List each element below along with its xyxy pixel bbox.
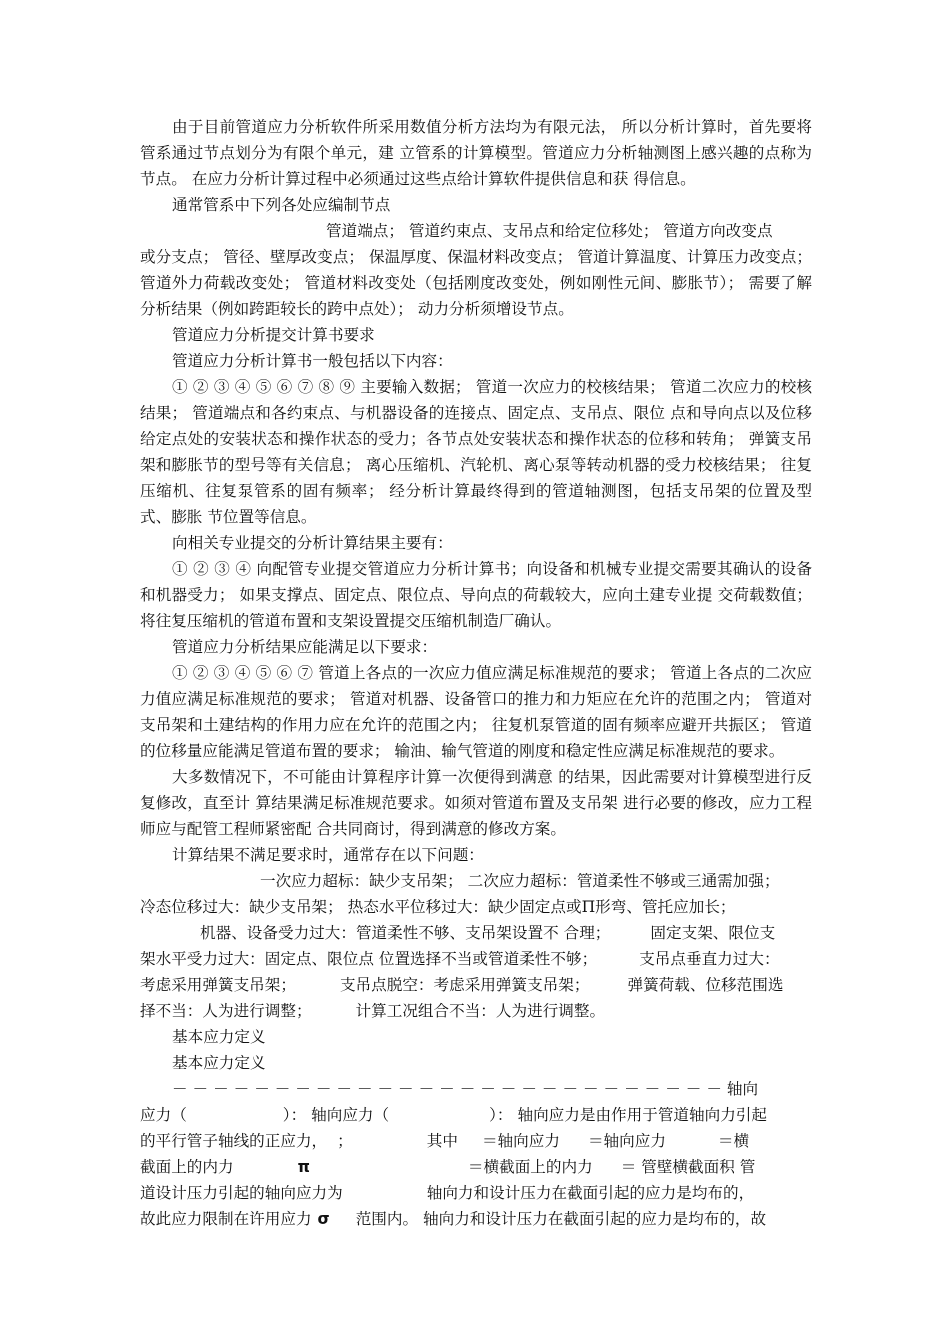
formula-3-d: ＝ 管壁横截面积 管 xyxy=(620,1158,756,1176)
problems-line-1: 一次应力超标：缺少支吊架； 二次应力超标：管道柔性不够或三通需加强； xyxy=(260,872,780,890)
heading-basic-stress-1: 基本应力定义 xyxy=(172,1028,266,1046)
formula-2-a: 的平行管子轴线的正应力， xyxy=(140,1132,328,1150)
formula-1-a: 应力（ xyxy=(140,1106,187,1124)
heading-basic-stress-2: 基本应力定义 xyxy=(172,1054,266,1072)
formula-2-e: ＝轴向应力 xyxy=(587,1132,666,1150)
heading-node-locations: 通常管系中下列各处应编制节点 xyxy=(172,196,391,214)
formula-2-c: 其中 xyxy=(426,1132,458,1150)
document-body xyxy=(140,114,812,1232)
paragraph-report-contents: ① ② ③ ④ ⑤ ⑥ ⑦ ⑧ ⑨ 主要输入数据； 管道一次应力的校核结果； 管道二次应力的校核结果； 管道端点和各约束点、与机器设备的连接点、固定点、支吊点、限位 点和导向点以及位移给定点处的安装状态和操作状态的受力；各节点处安装状态和操作状态的位移和转角； 弹簧支吊架和膨胀节的型号等有关信息； 离心压缩机、汽轮机、离心泵等转动机器的受力校核结果； 往复压缩机、往复泵管系的固有频率； 经分析计算最终得到的管道轴测图，包括支吊架的位置及型式、膨胀 节位置等信息。 xyxy=(140,378,812,526)
problems-line-3-a: 机器、设备受力过大：管道柔性不够、支吊架设置不 合理； xyxy=(200,924,611,942)
formula-line-4 xyxy=(140,1180,812,1206)
problems-line-6-a: 择不当：人为进行调整； xyxy=(140,1002,312,1020)
dash-separator-line xyxy=(140,1076,812,1102)
paragraph-node-intro: 由于目前管道应力分析软件所采用数值分析方法均为有限元法， 所以分析计算时，首先要将管系通过节点划分为有限个单元，建 立管系的计算模型。管道应力分析轴测图上感兴趣的点称为节点。 在应力分析计算过程中必须通过这些点给计算软件提供信息和获 得信息。 xyxy=(140,118,812,188)
paragraph-submitted-results: ① ② ③ ④ 向配管专业提交管道应力分析计算书；向设备和机械专业提交需要其确认的设备和机器受力； 如果支撑点、固定点、限位点、导向点的荷载较大，应向土建专业提 交荷载数值； 将往复压缩机的管道布置和支架设置提交压缩机制造厂确认。 xyxy=(140,560,812,630)
formula-line-1 xyxy=(140,1102,812,1128)
node-list-paragraph: 或分支点； 管径、壁厚改变点； 保温厚度、保温材料改变点； 管道计算温度、计算压力改变点； 管道外力荷载改变处； 管道材料改变处（包括刚度改变处，例如刚性元间、膨胀节）； 需要了解分析结果（例如跨距较长的跨中点处）； 动力分析须增设节点。 xyxy=(140,248,812,318)
heading-result-requirements: 管道应力分析结果应能满足以下要求： xyxy=(172,638,438,656)
formula-1-b: ）： 轴向应力（ xyxy=(282,1106,390,1124)
problems-line-4-b: 支吊点垂直力过大： xyxy=(639,950,780,968)
formula-4-a: 道设计压力引起的轴向应力为 xyxy=(140,1184,343,1202)
problems-line-6-b: 计算工况组合不当：人为进行调整。 xyxy=(355,1002,606,1020)
node-list-line-1: 管道端点； 管道约束点、支吊点和给定位移处； 管道方向改变点 xyxy=(326,222,773,240)
formula-2-b: ； xyxy=(337,1132,353,1150)
heading-report-requirements: 管道应力分析提交计算书要求 xyxy=(172,326,375,344)
formula-2-d: ＝轴向应力 xyxy=(481,1132,560,1150)
dash-separator: － － － － － － － － － － － － － － － － － － － － － － － － － － － xyxy=(172,1080,722,1098)
formula-3-b: π xyxy=(297,1158,310,1176)
formula-line-2 xyxy=(140,1128,812,1154)
formula-2-f: ＝横 xyxy=(717,1132,750,1150)
formula-1-c: ）： 轴向应力是由作用于管道轴向力引起 xyxy=(489,1106,767,1124)
problems-line-5-b: 支吊点脱空：考虑采用弹簧支吊架； xyxy=(339,976,590,994)
problems-line-5-a: 考虑采用弹簧支吊架； xyxy=(140,976,296,994)
formula-line-5 xyxy=(140,1206,812,1232)
problems-line-5-c: 弹簧荷载、位移范围选 xyxy=(627,976,784,994)
problems-line-6 xyxy=(140,998,812,1024)
problems-line-5 xyxy=(140,972,812,998)
formula-3-a: 截面上的内力 xyxy=(140,1158,234,1176)
problems-line-4 xyxy=(140,946,812,972)
formula-5-a: 故此应力限制在许用应力 xyxy=(140,1210,312,1228)
dash-separator-end: 轴向 xyxy=(726,1080,759,1098)
problems-line-4-a: 架水平受力过大：固定点、限位点 位置选择不当或管道柔性不够； xyxy=(140,950,598,968)
formula-4-b: 轴向力和设计压力在截面引起的应力是均布的， xyxy=(426,1184,755,1202)
heading-submitted-results: 向相关专业提交的分析计算结果主要有： xyxy=(172,534,453,552)
formula-3-c: ＝横截面上的内力 xyxy=(467,1158,593,1176)
heading-report-contents: 管道应力分析计算书一般包括以下内容： xyxy=(172,352,453,370)
formula-5-c: 范围内。 轴向力和设计压力在截面引起的应力是均布的，故 xyxy=(355,1210,767,1228)
formula-line-3 xyxy=(140,1154,812,1180)
problems-line-3-b: 固定支架、限位支 xyxy=(650,924,776,942)
formula-5-b: σ xyxy=(317,1210,330,1228)
problems-line-3 xyxy=(140,920,812,946)
paragraph-iteration: 大多数情况下，不可能由计算程序计算一次便得到满意 的结果，因此需要对计算模型进行反复修改，直至计 算结果满足标准规范要求。如须对管道布置及支吊架 进行必要的修改，应力工程师应与配管工程师紧密配 合共同商讨，得到满意的修改方案。 xyxy=(140,768,812,838)
heading-common-problems: 计算结果不满足要求时，通常存在以下问题： xyxy=(172,846,484,864)
paragraph-result-requirements: ① ② ③ ④ ⑤ ⑥ ⑦ 管道上各点的一次应力值应满足标准规范的要求； 管道上各点的二次应力值应满足标准规范的要求； 管道对机器、设备管口的推力和力矩应在允许的范围之内； 管道对支吊架和土建结构的作用力应在允许的范围之内； 往复机泵管道的固有频率应避开共振区； 管道的位移量应能满足管道布置的要求； 输油、输气管道的刚度和稳定性应满足标准规范的要求。 xyxy=(140,664,812,760)
problems-line-2: 冷态位移过大：缺少支吊架； 热态水平位移过大：缺少固定点或Π形弯、管托应加长； xyxy=(140,898,736,916)
